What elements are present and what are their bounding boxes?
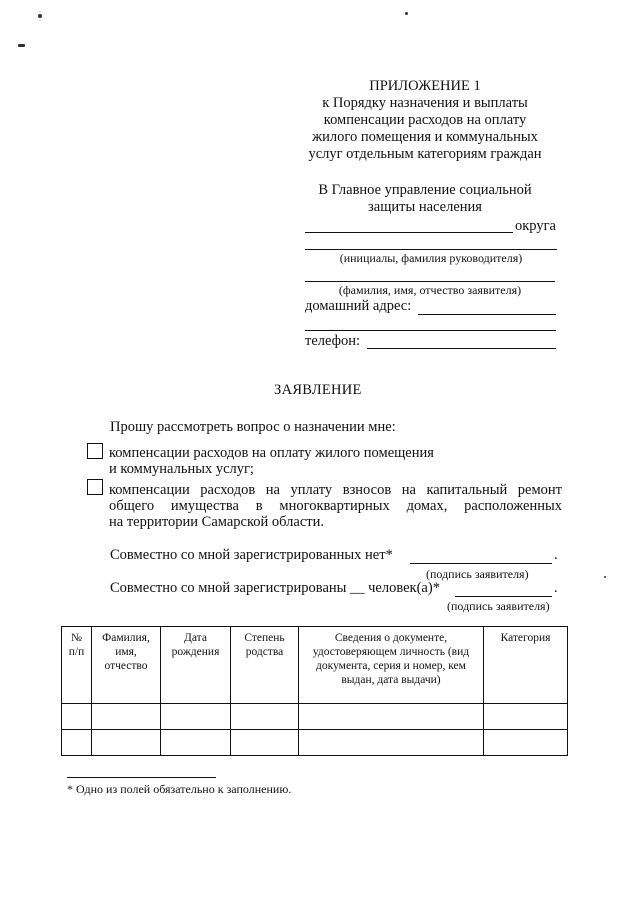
scan-speck xyxy=(604,576,606,578)
option-repair-line-3: на территории Самарской области. xyxy=(109,514,324,530)
option-housing-checkbox[interactable] xyxy=(87,443,103,459)
phone-field-line[interactable] xyxy=(367,348,556,349)
column-header-birth-date: Дата рождения xyxy=(161,627,231,704)
appendix-line-3: жилого помещения и коммунальных xyxy=(312,129,538,145)
table-row xyxy=(62,730,568,756)
table-cell[interactable] xyxy=(62,704,92,730)
table-cell[interactable] xyxy=(62,730,92,756)
applicant-name-field-line[interactable] xyxy=(305,281,555,282)
table-cell[interactable] xyxy=(161,730,231,756)
table-cell[interactable] xyxy=(484,704,568,730)
column-header-category: Категория xyxy=(484,627,568,704)
address-label: домашний адрес: xyxy=(305,298,412,314)
option-housing-line-1: компенсации расходов на оплату жилого помещения xyxy=(109,445,434,461)
footnote-separator xyxy=(67,777,216,778)
table-cell[interactable] xyxy=(161,704,231,730)
table-cell[interactable] xyxy=(92,704,161,730)
head-name-hint: (инициалы, фамилия руководителя) xyxy=(339,251,523,265)
address-field-line-1[interactable] xyxy=(418,314,556,315)
signature-hint-1: (подпись заявителя) xyxy=(426,567,529,581)
okrug-label: округа xyxy=(515,218,556,234)
option-repair-line-1: компенсации расходов на уплату взносов на капитальный ремонт xyxy=(109,482,562,498)
column-header-number: № п/п xyxy=(62,627,92,704)
registered-none-signature-line[interactable] xyxy=(410,563,552,564)
statement-title: ЗАЯВЛЕНИЕ xyxy=(274,382,362,398)
registered-none-period: . xyxy=(554,547,558,563)
okrug-field-line[interactable] xyxy=(305,232,513,233)
appendix-title: ПРИЛОЖЕНИЕ 1 xyxy=(369,78,481,94)
column-header-id-document: Сведения о документе, удостоверяющем личность (вид документа, серия и номер, кем выдан, дата выдачи) xyxy=(299,627,484,704)
column-header-relation: Степень родства xyxy=(231,627,299,704)
registered-count-period: . xyxy=(554,580,558,596)
head-name-field-line[interactable] xyxy=(305,249,557,250)
appendix-line-2: компенсации расходов на оплату xyxy=(323,112,527,128)
registered-none-text: Совместно со мной зарегистрированных нет* xyxy=(110,547,393,563)
family-members-table xyxy=(61,626,568,756)
table-cell[interactable] xyxy=(231,704,299,730)
statement-intro: Прошу рассмотреть вопрос о назначении мне: xyxy=(110,419,396,435)
table-cell[interactable] xyxy=(299,730,484,756)
scan-speck xyxy=(18,44,25,47)
option-repair-line-2: общего имущества в многоквартирных домах, расположенных xyxy=(109,498,562,514)
option-housing-line-2: и коммунальных услуг; xyxy=(109,461,254,477)
table-row xyxy=(62,704,568,730)
scan-speck xyxy=(38,14,42,18)
registered-count-signature-line[interactable] xyxy=(455,596,552,597)
scan-speck xyxy=(405,12,408,15)
appendix-line-4: услуг отдельным категориям граждан xyxy=(308,146,542,162)
phone-label: телефон: xyxy=(305,333,361,349)
registered-count-text: Совместно со мной зарегистрированы __ человек(а)* xyxy=(110,580,440,596)
table-cell[interactable] xyxy=(299,704,484,730)
addressee-line-1: В Главное управление социальной xyxy=(318,182,532,198)
table-cell[interactable] xyxy=(92,730,161,756)
addressee-line-2: защиты населения xyxy=(368,199,482,215)
appendix-line-1: к Порядку назначения и выплаты xyxy=(322,95,528,111)
table-header-row xyxy=(62,627,568,704)
signature-hint-2: (подпись заявителя) xyxy=(447,599,550,613)
column-header-full-name: Фамилия, имя, отчество xyxy=(92,627,161,704)
footnote-text: * Одно из полей обязательно к заполнению. xyxy=(67,782,292,796)
option-repair-checkbox[interactable] xyxy=(87,479,103,495)
applicant-name-hint: (фамилия, имя, отчество заявителя) xyxy=(338,283,522,297)
address-field-line-2[interactable] xyxy=(305,330,556,331)
table-cell[interactable] xyxy=(231,730,299,756)
table-cell[interactable] xyxy=(484,730,568,756)
